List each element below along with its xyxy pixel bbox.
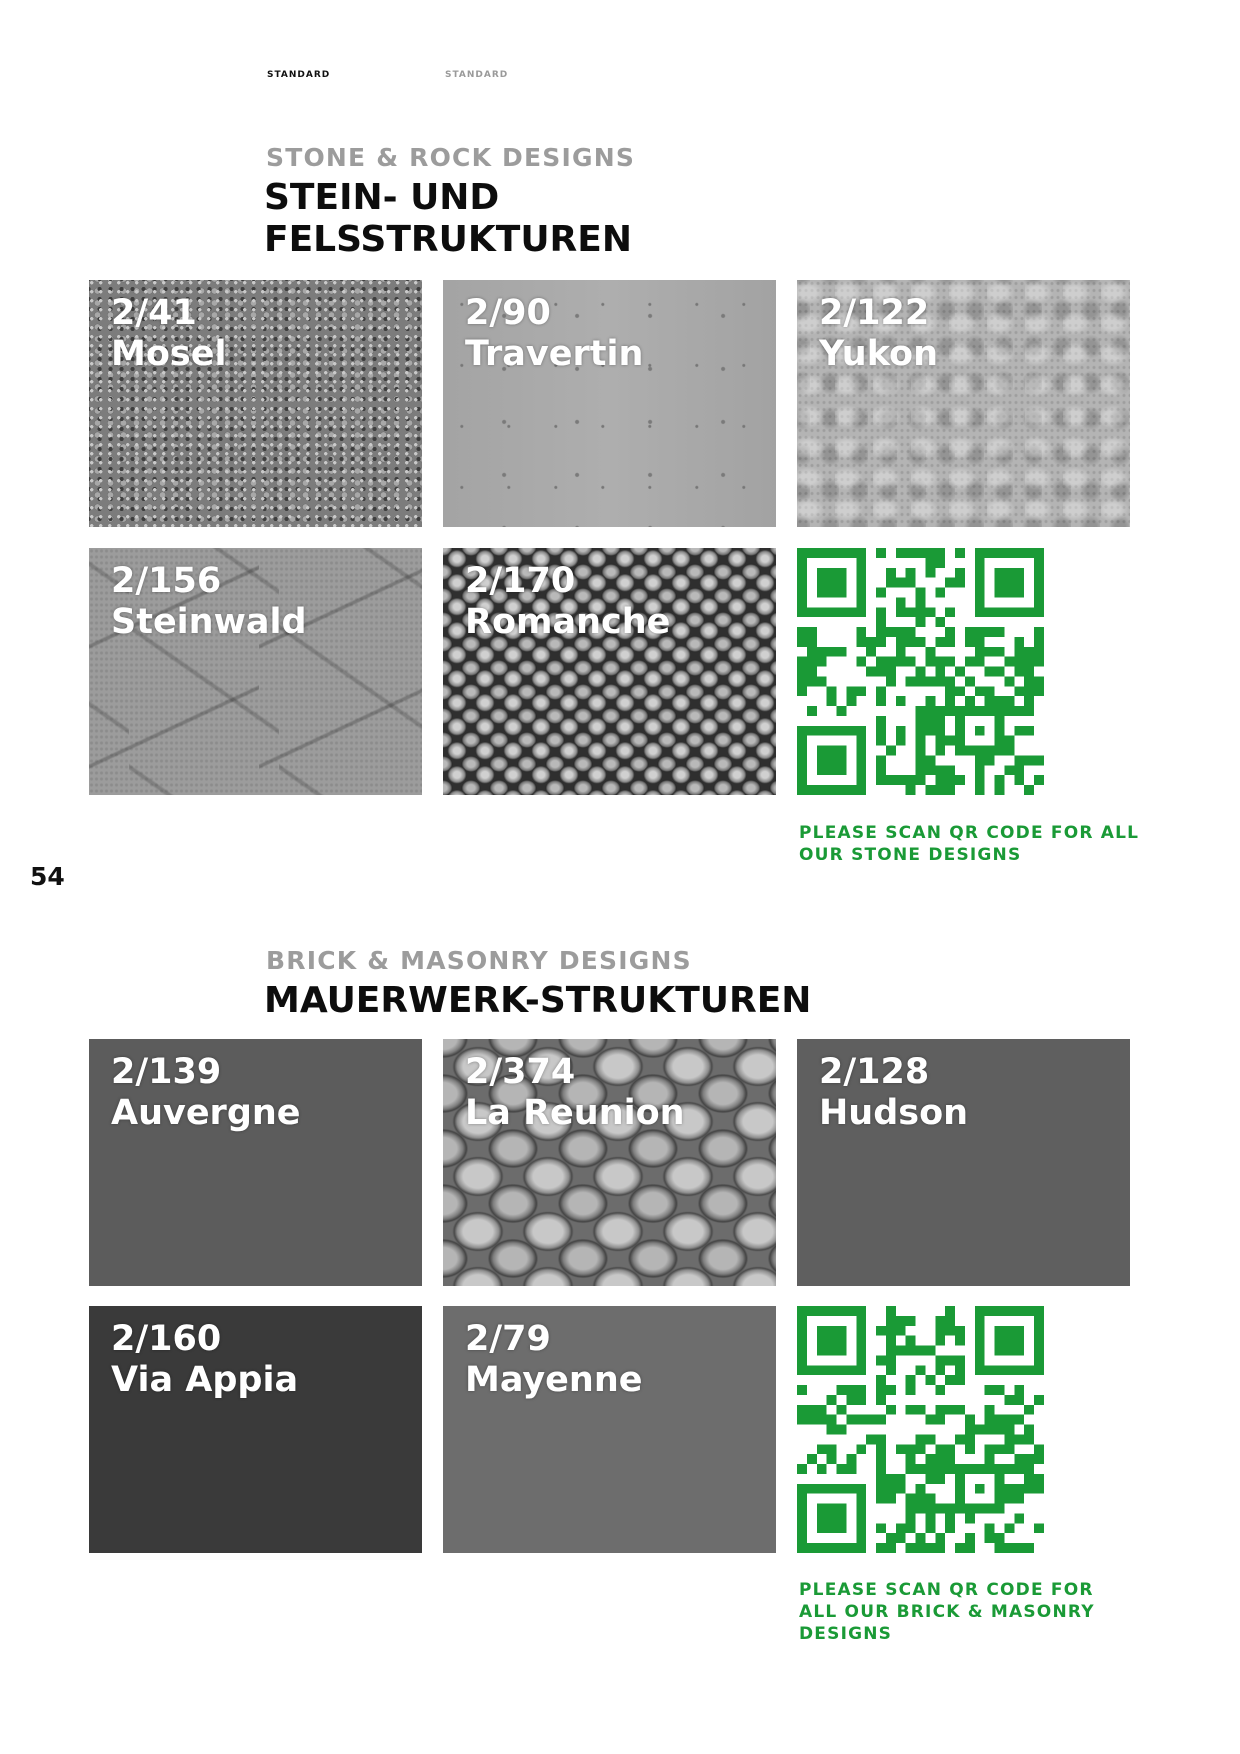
brick-qr-caption-line2: ALL OUR BRICK & MASONRY (799, 1602, 1095, 1622)
design-code: 2/128 (819, 1052, 930, 1092)
design-tile-mosel[interactable] (89, 280, 422, 527)
design-name: Mosel (111, 334, 227, 374)
design-code: 2/170 (465, 561, 576, 601)
header-label-standard: STANDARD (267, 70, 331, 80)
stone-qr-code-icon[interactable] (797, 548, 1044, 795)
design-code: 2/156 (111, 561, 222, 601)
design-code: 2/79 (465, 1319, 551, 1359)
brick-qr-code-icon[interactable] (797, 1306, 1044, 1553)
design-code: 2/41 (111, 293, 197, 333)
stone-section-subtitle: STONE & ROCK DESIGNS (266, 143, 636, 172)
brick-qr-caption-line3: DESIGNS (799, 1624, 893, 1644)
brick-section-subtitle: BRICK & MASONRY DESIGNS (266, 946, 692, 975)
design-tile-mayenne[interactable] (443, 1306, 776, 1553)
design-code: 2/139 (111, 1052, 222, 1092)
header-label-standard-secondary: STANDARD (445, 70, 509, 80)
design-tile-steinwald[interactable] (89, 548, 422, 795)
design-name: Mayenne (465, 1360, 643, 1400)
design-code: 2/90 (465, 293, 551, 333)
design-name: Travertin (465, 334, 644, 374)
design-name: La Reunion (465, 1093, 685, 1133)
page-number: 54 (30, 862, 65, 891)
brick-section-title: MAUERWERK-STRUKTUREN (264, 980, 812, 1021)
brick-qr-caption-line1: PLEASE SCAN QR CODE FOR (799, 1580, 1094, 1600)
design-code: 2/160 (111, 1319, 222, 1359)
design-tile-travertin[interactable] (443, 280, 776, 527)
design-name: Yukon (819, 334, 939, 374)
design-code: 2/122 (819, 293, 930, 333)
stone-section-title-line1: STEIN- UND (264, 177, 500, 218)
design-tile-auvergne[interactable] (89, 1039, 422, 1286)
design-tile-yukon[interactable] (797, 280, 1130, 527)
design-tile-via-appia[interactable] (89, 1306, 422, 1553)
design-name: Steinwald (111, 602, 307, 642)
stone-section-title-line2: FELSSTRUKTUREN (264, 219, 632, 260)
design-name: Romanche (465, 602, 671, 642)
design-code: 2/374 (465, 1052, 576, 1092)
design-tile-romanche[interactable] (443, 548, 776, 795)
design-tile-la-reunion[interactable] (443, 1039, 776, 1286)
design-name: Auvergne (111, 1093, 301, 1133)
design-name: Hudson (819, 1093, 969, 1133)
design-name: Via Appia (111, 1360, 299, 1400)
stone-qr-caption-line1: PLEASE SCAN QR CODE FOR ALL (799, 823, 1140, 843)
stone-qr-caption-line2: OUR STONE DESIGNS (799, 845, 1022, 865)
design-tile-hudson[interactable] (797, 1039, 1130, 1286)
